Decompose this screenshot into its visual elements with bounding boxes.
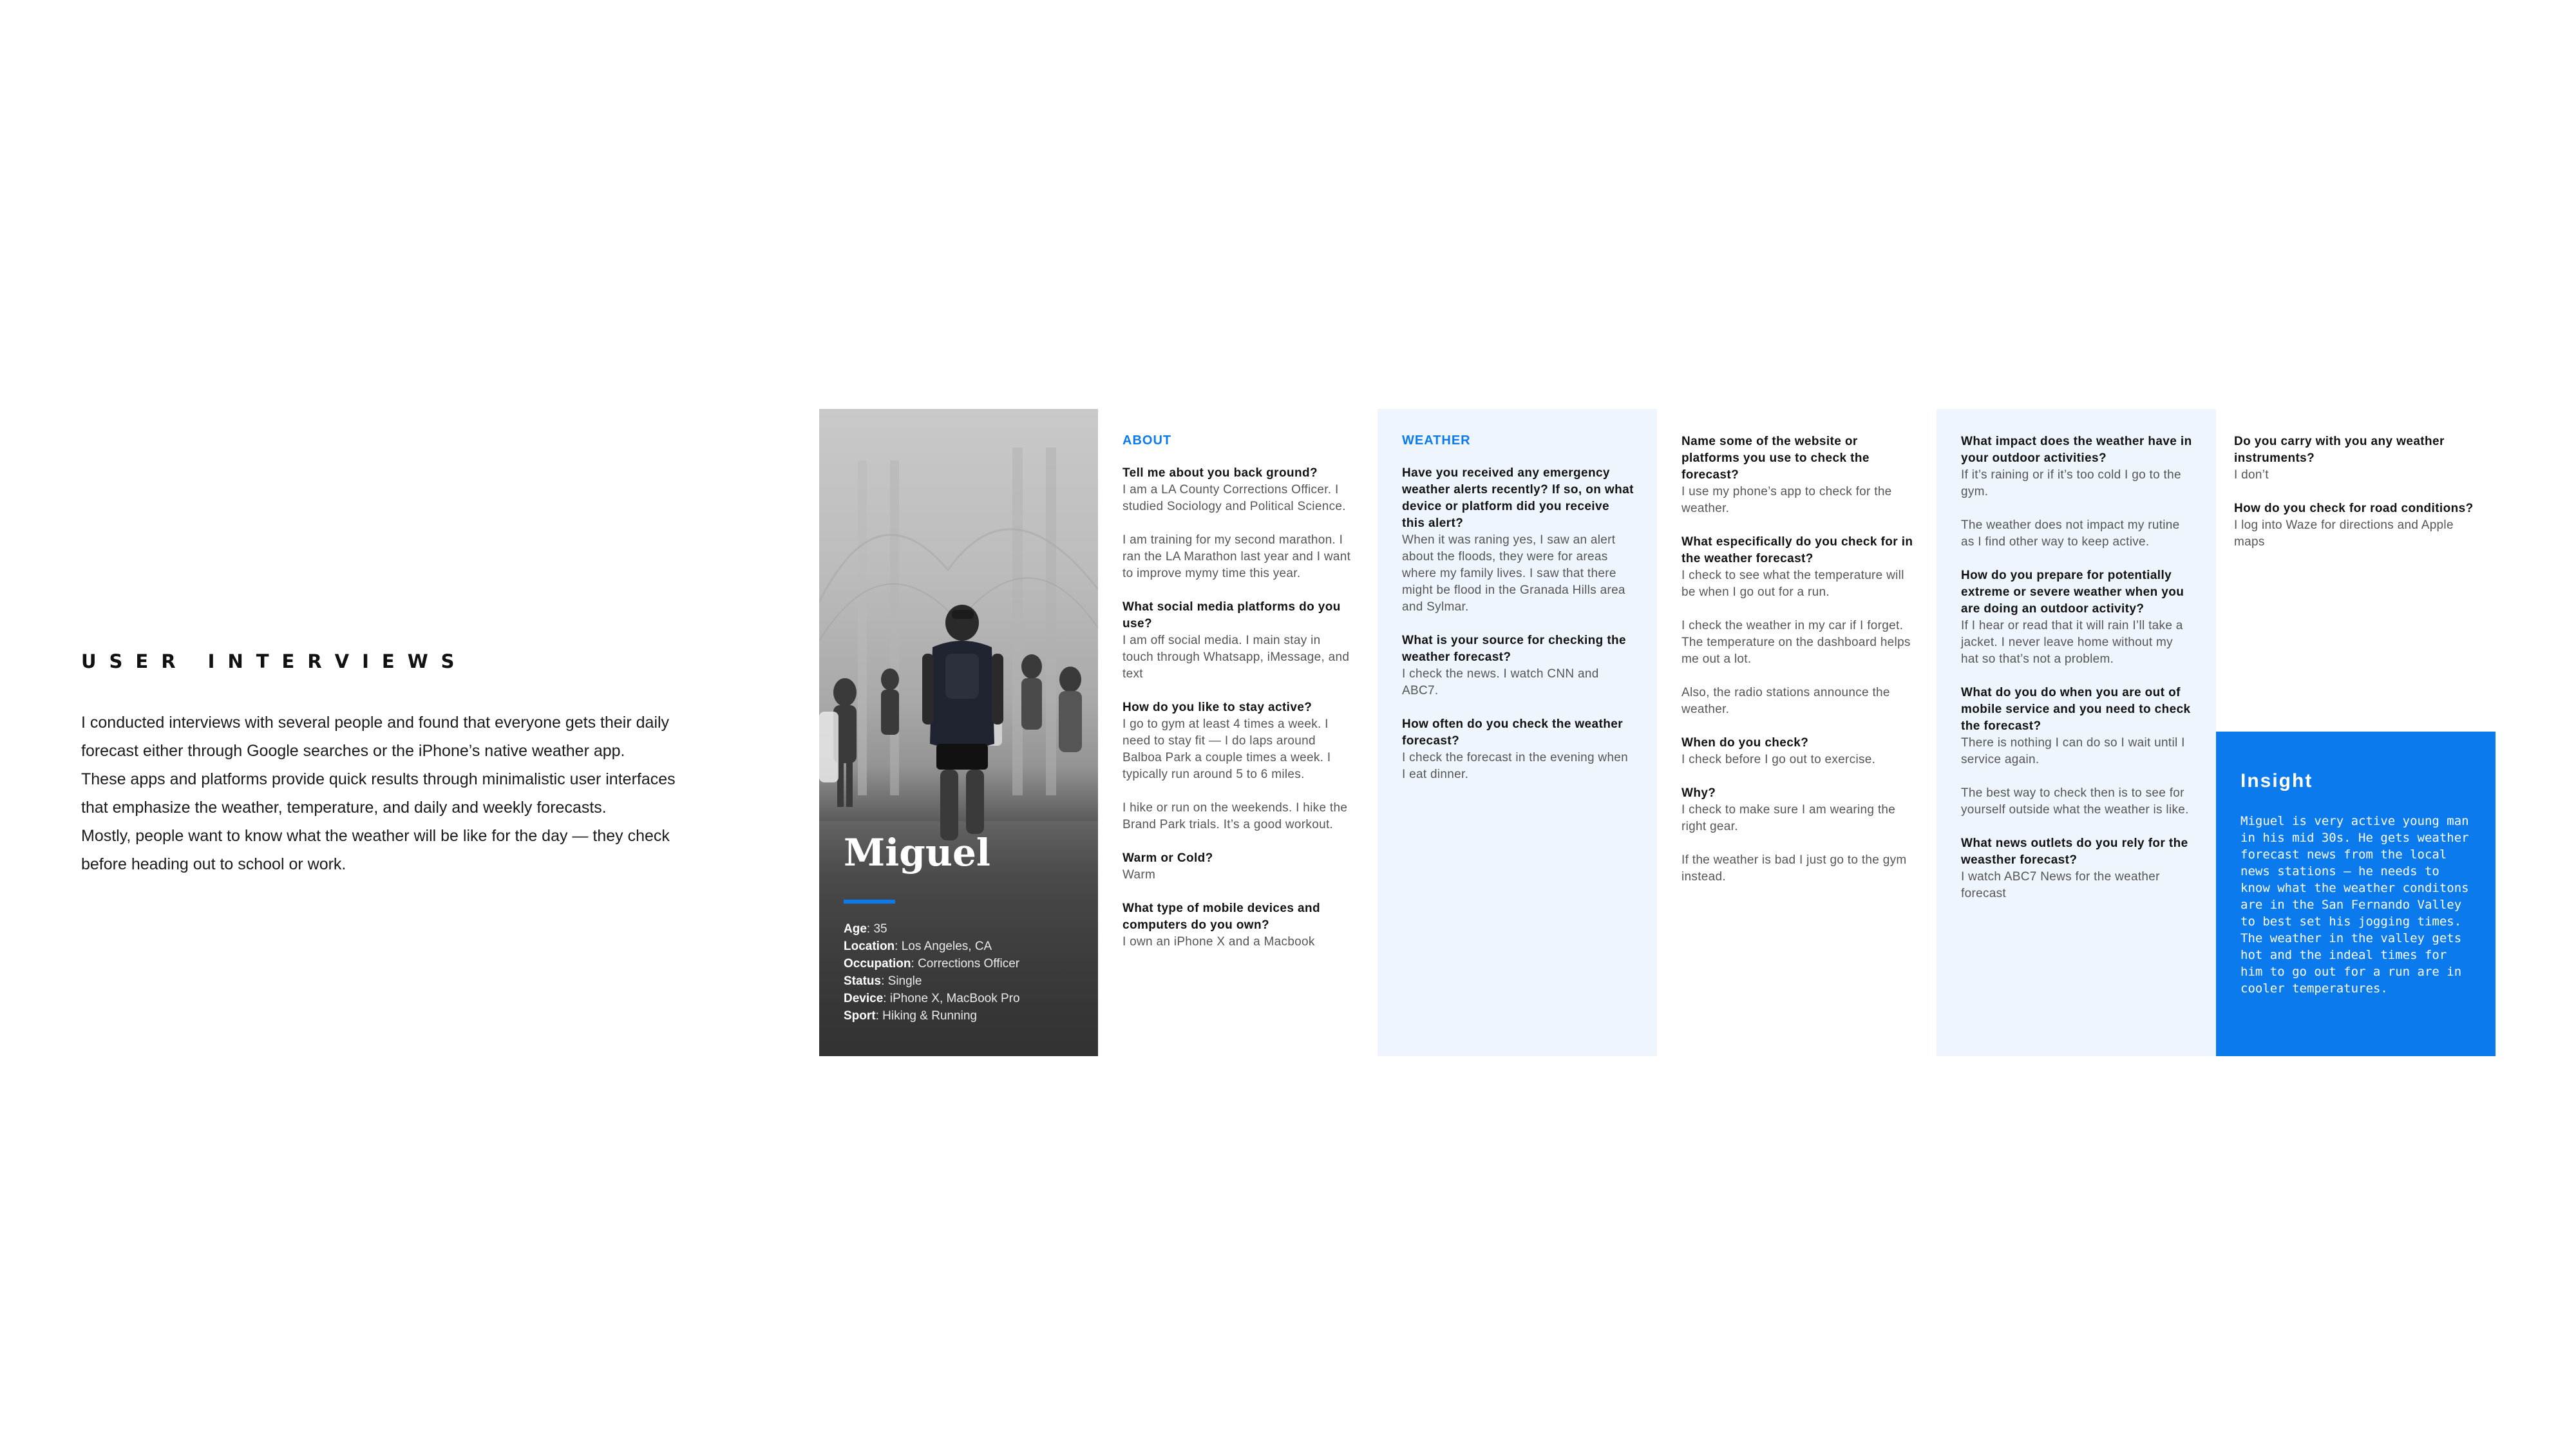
qa-item xyxy=(1122,599,1354,683)
answer: I use my phone’s app to check for the weather. xyxy=(1681,485,1892,515)
detail-age: Age: 35 xyxy=(844,922,887,936)
qa-item xyxy=(1122,465,1354,582)
qa-item xyxy=(1402,465,1634,616)
question: When do you check? xyxy=(1681,736,1809,750)
column-weather xyxy=(1378,409,1657,1056)
answer: I go to gym at least 4 times a week. I need to stay fit — I do laps around Balboa Park a couple times a week. I typically run around 5 to 6 miles. xyxy=(1122,717,1331,781)
question: What is your source for checking the weather forecast? xyxy=(1402,634,1627,664)
qa-item xyxy=(1122,699,1354,833)
insight-body: Miguel is very active young man in his mid 30s. He gets weather forecast news from the local news stations — he needs to know what the weather conditons are in the San Fernando Valley to best set his jogging times. The weather in the valley gets hot and the indeal times for him to go out for a run are in cooler temperatures. xyxy=(2240,814,2469,996)
column-sources xyxy=(1657,409,1937,1056)
qa-item xyxy=(1961,685,2193,819)
question: What news outlets do you rely for the weasther forecast? xyxy=(1961,837,2188,867)
answer: I check the weather in my car if I forget. The temperature on the dashboard helps me out a lot. xyxy=(1681,619,1911,666)
answer: I am off social media. I main stay in touch through Whatsapp, iMessage, and text xyxy=(1122,634,1350,681)
question: How do you prepare for potentially extreme or severe weather when you are doing an outdoor activity? xyxy=(1961,569,2184,616)
answer: I own an iPhone X and a Macbook xyxy=(1122,935,1315,949)
question: What do you do when you are out of mobile service and you need to check the forecast? xyxy=(1961,686,2191,733)
qa-item xyxy=(1961,567,2193,668)
answer: I watch ABC7 News for the weather forecast xyxy=(1961,870,2160,900)
column-about xyxy=(1098,409,1378,1056)
qa-item xyxy=(1681,534,1913,718)
qa-item xyxy=(1681,785,1913,886)
question: What impact does the weather have in your outdoor activities? xyxy=(1961,435,2192,465)
qa-item xyxy=(2234,433,2476,484)
qa-item xyxy=(1681,735,1913,768)
qa-item xyxy=(1681,433,1913,517)
intro-line: I conducted interviews with several people and found that everyone gets their daily xyxy=(81,714,670,732)
answer: When it was raning yes, I saw an alert about the floods, they were for areas where my family lives. I saw that there might be flood in the Granada Hills area and Sylmar. xyxy=(1402,533,1625,614)
intro-line: Mostly, people want to know what the weather will be like for the day — they check xyxy=(81,827,670,845)
intro-section xyxy=(81,650,751,878)
answer: I check before I go out to exercise. xyxy=(1681,753,1876,766)
column-heading: WEATHER xyxy=(1402,433,1471,448)
question: What social media platforms do you use? xyxy=(1122,600,1341,630)
answer: Also, the radio stations announce the weather. xyxy=(1681,686,1890,716)
qa-item xyxy=(1122,850,1354,884)
qa-item xyxy=(1402,716,1634,783)
qa-item xyxy=(1961,835,2193,902)
question: How often do you check the weather forecast? xyxy=(1402,717,1623,748)
detail-sport: Sport: Hiking & Running xyxy=(844,1009,977,1023)
column-heading: ABOUT xyxy=(1122,433,1172,448)
qa-item xyxy=(2234,500,2476,551)
qa-item xyxy=(1402,632,1634,699)
question: Why? xyxy=(1681,786,1716,800)
persona-name: Miguel xyxy=(844,831,990,875)
answer: I am training for my second marathon. I ran the LA Marathon last year and I want to improve mymy time this year. xyxy=(1122,533,1351,580)
intro-line: forecast either through Google searches or the iPhone’s native weather app. xyxy=(81,742,625,760)
answer: I check to see what the temperature will be when I go out for a run. xyxy=(1681,569,1904,599)
section-title: USER INTERVIEWS xyxy=(81,650,468,672)
answer: I check the news. I watch CNN and ABC7. xyxy=(1402,667,1599,697)
answer: If I hear or read that it will rain I’ll take a jacket. I never leave home without my hat so that’s not a problem. xyxy=(1961,619,2183,666)
intro-line: These apps and platforms provide quick results through minimalistic user interfaces xyxy=(81,770,676,788)
answer: I hike or run on the weekends. I hike the Brand Park trials. It’s a good workout. xyxy=(1122,801,1348,831)
question: Warm or Cold? xyxy=(1122,851,1213,865)
qa-item xyxy=(1122,900,1354,951)
question: How do you like to stay active? xyxy=(1122,701,1312,714)
detail-status: Status: Single xyxy=(844,974,922,988)
intro-line: before heading out to school or work. xyxy=(81,855,346,873)
answer: I check to make sure I am wearing the right gear. xyxy=(1681,803,1896,833)
question: What type of mobile devices and computers do you own? xyxy=(1122,902,1320,932)
persona-details xyxy=(844,920,1020,1025)
answer: There is nothing I can do so I wait until I service again. xyxy=(1961,736,2185,766)
persona-photo-card xyxy=(819,409,1098,1056)
detail-location: Location: Los Angeles, CA xyxy=(844,940,992,953)
answer: If it’s raining or if it’s too cold I go to the gym. xyxy=(1961,468,2181,498)
question: Tell me about you back ground? xyxy=(1122,466,1318,480)
answer: I am a LA County Corrections Officer. I studied Sociology and Political Science. xyxy=(1122,483,1346,513)
detail-occupation: Occupation: Corrections Officer xyxy=(844,957,1020,971)
answer: I check the forecast in the evening when I eat dinner. xyxy=(1402,751,1629,781)
accent-divider xyxy=(844,900,895,904)
question: What especifically do you check for in the weather forecast? xyxy=(1681,535,1913,565)
question: Have you received any emergency weather alerts recently? If so, on what device or platform did you receive this alert? xyxy=(1402,466,1634,530)
answer: The best way to check then is to see for yourself outside what the weather is like. xyxy=(1961,786,2189,817)
detail-device: Device: iPhone X, MacBook Pro xyxy=(844,992,1020,1005)
column-impact xyxy=(1937,409,2216,1056)
answer: The weather does not impact my rutine as I find other way to keep active. xyxy=(1961,518,2180,549)
question: Name some of the website or platforms you use to check the forecast? xyxy=(1681,435,1870,482)
question: Do you carry with you any weather instruments? xyxy=(2234,435,2445,465)
question: How do you check for road conditions? xyxy=(2234,502,2474,515)
answer: I log into Waze for directions and Apple maps xyxy=(2234,518,2454,549)
qa-item xyxy=(1961,433,2193,551)
insight-title: Insight xyxy=(2240,770,2313,791)
answer: Warm xyxy=(1122,868,1156,882)
answer: If the weather is bad I just go to the gym instead. xyxy=(1681,853,1907,884)
intro-text xyxy=(81,708,751,878)
insight-card xyxy=(2216,732,2496,1056)
answer: I don’t xyxy=(2234,468,2269,482)
intro-line: that emphasize the weather, temperature, and daily and weekly forecasts. xyxy=(81,799,607,817)
